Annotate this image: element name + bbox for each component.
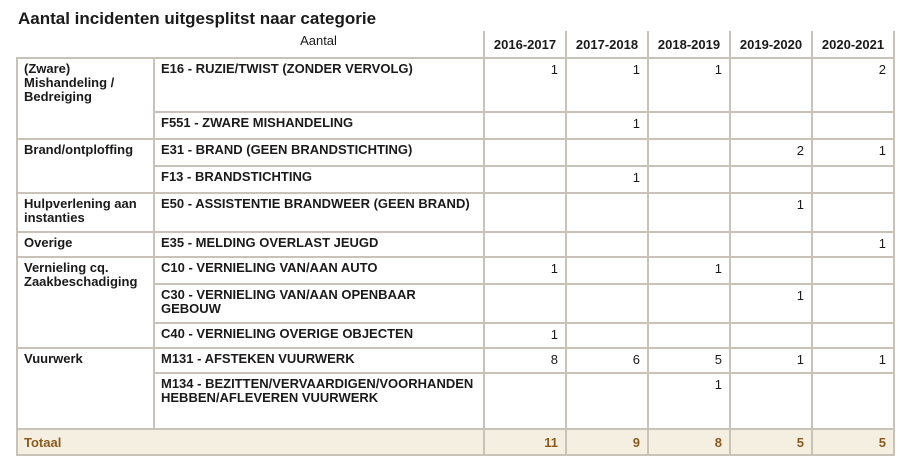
value-cell: 1 bbox=[648, 257, 730, 284]
value-cell bbox=[730, 323, 812, 348]
value-cell: 1 bbox=[812, 139, 894, 166]
value-cell bbox=[730, 112, 812, 139]
value-cell bbox=[812, 323, 894, 348]
table-row bbox=[17, 348, 894, 373]
value-cell: 1 bbox=[566, 166, 648, 193]
value-cell bbox=[812, 257, 894, 284]
page-title: Aantal incidenten uitgesplitst naar categorie bbox=[18, 9, 377, 28]
year-header: 2019-2020 bbox=[730, 31, 812, 58]
value-cell: 1 bbox=[648, 373, 730, 429]
value-cell bbox=[730, 58, 812, 112]
value-cell: 2 bbox=[730, 139, 812, 166]
category-cell: Brand/ontploffing bbox=[17, 139, 154, 193]
value-cell bbox=[484, 139, 566, 166]
incident-code-cell: F551 - ZWARE MISHANDELING bbox=[154, 112, 484, 139]
value-cell: 1 bbox=[648, 58, 730, 112]
total-value-cell: 8 bbox=[648, 429, 730, 455]
value-cell bbox=[730, 257, 812, 284]
value-cell bbox=[648, 112, 730, 139]
value-cell: 2 bbox=[812, 58, 894, 112]
incidents-table bbox=[16, 31, 895, 456]
incident-code-cell: E50 - ASSISTENTIE BRANDWEER (GEEN BRAND) bbox=[154, 193, 484, 232]
total-row bbox=[17, 429, 894, 455]
total-value-cell: 11 bbox=[484, 429, 566, 455]
value-cell bbox=[812, 284, 894, 323]
value-cell: 1 bbox=[484, 257, 566, 284]
value-cell bbox=[566, 232, 648, 257]
incident-code-cell: C30 - VERNIELING VAN/AAN OPENBAAR GEBOUW bbox=[154, 284, 484, 323]
value-cell bbox=[566, 323, 648, 348]
table-row bbox=[17, 58, 894, 112]
value-cell bbox=[648, 284, 730, 323]
incident-code-cell: M134 - BEZITTEN/VERVAARDIGEN/VOORHANDEN HEBBEN/AFLEVEREN VUURWERK bbox=[154, 373, 484, 429]
value-cell: 1 bbox=[484, 323, 566, 348]
year-header: 2016-2017 bbox=[484, 31, 566, 58]
incident-code-cell: C10 - VERNIELING VAN/AAN AUTO bbox=[154, 257, 484, 284]
total-value-cell: 5 bbox=[730, 429, 812, 455]
value-cell: 1 bbox=[812, 232, 894, 257]
value-cell bbox=[648, 323, 730, 348]
value-cell bbox=[648, 232, 730, 257]
value-cell bbox=[484, 232, 566, 257]
value-cell bbox=[812, 112, 894, 139]
value-cell bbox=[730, 232, 812, 257]
value-cell bbox=[566, 373, 648, 429]
year-header: 2020-2021 bbox=[812, 31, 894, 58]
year-header: 2018-2019 bbox=[648, 31, 730, 58]
year-header: 2017-2018 bbox=[566, 31, 648, 58]
value-cell bbox=[484, 284, 566, 323]
value-cell: 1 bbox=[730, 348, 812, 373]
value-cell bbox=[812, 373, 894, 429]
total-label: Totaal bbox=[17, 429, 484, 455]
category-cell: Overige bbox=[17, 232, 154, 257]
total-value-cell: 5 bbox=[812, 429, 894, 455]
incident-code-cell: E31 - BRAND (GEEN BRANDSTICHTING) bbox=[154, 139, 484, 166]
value-cell: 8 bbox=[484, 348, 566, 373]
table-row bbox=[17, 193, 894, 232]
value-cell: 5 bbox=[648, 348, 730, 373]
value-cell: 1 bbox=[566, 112, 648, 139]
incident-code-cell: F13 - BRANDSTICHTING bbox=[154, 166, 484, 193]
value-cell bbox=[484, 112, 566, 139]
incident-code-cell: M131 - AFSTEKEN VUURWERK bbox=[154, 348, 484, 373]
incident-code-cell: E16 - RUZIE/TWIST (ZONDER VERVOLG) bbox=[154, 58, 484, 112]
value-cell bbox=[566, 139, 648, 166]
value-cell: 1 bbox=[566, 58, 648, 112]
value-cell bbox=[812, 193, 894, 232]
table-row bbox=[17, 257, 894, 284]
category-cell: Vuurwerk bbox=[17, 348, 154, 429]
header-row bbox=[17, 31, 894, 58]
value-cell bbox=[648, 193, 730, 232]
value-cell: 6 bbox=[566, 348, 648, 373]
table-row bbox=[17, 232, 894, 257]
value-cell: 1 bbox=[730, 193, 812, 232]
value-cell bbox=[648, 139, 730, 166]
value-cell: 1 bbox=[730, 284, 812, 323]
value-cell bbox=[812, 166, 894, 193]
value-cell bbox=[730, 166, 812, 193]
value-cell bbox=[566, 257, 648, 284]
category-cell: Vernieling cq. Zaakbeschadiging bbox=[17, 257, 154, 348]
category-cell: Hulpverlening aan instanties bbox=[17, 193, 154, 232]
incident-code-cell: E35 - MELDING OVERLAST JEUGD bbox=[154, 232, 484, 257]
value-cell bbox=[484, 193, 566, 232]
value-cell bbox=[566, 193, 648, 232]
incident-code-cell: C40 - VERNIELING OVERIGE OBJECTEN bbox=[154, 323, 484, 348]
header-spacer bbox=[17, 31, 154, 58]
value-cell: 1 bbox=[812, 348, 894, 373]
header-label: Aantal bbox=[154, 31, 484, 58]
value-cell bbox=[484, 373, 566, 429]
value-cell: 1 bbox=[484, 58, 566, 112]
table-row bbox=[17, 139, 894, 166]
value-cell bbox=[730, 373, 812, 429]
total-value-cell: 9 bbox=[566, 429, 648, 455]
category-cell: (Zware) Mishandeling / Bedreiging bbox=[17, 58, 154, 139]
value-cell bbox=[484, 166, 566, 193]
value-cell bbox=[566, 284, 648, 323]
value-cell bbox=[648, 166, 730, 193]
